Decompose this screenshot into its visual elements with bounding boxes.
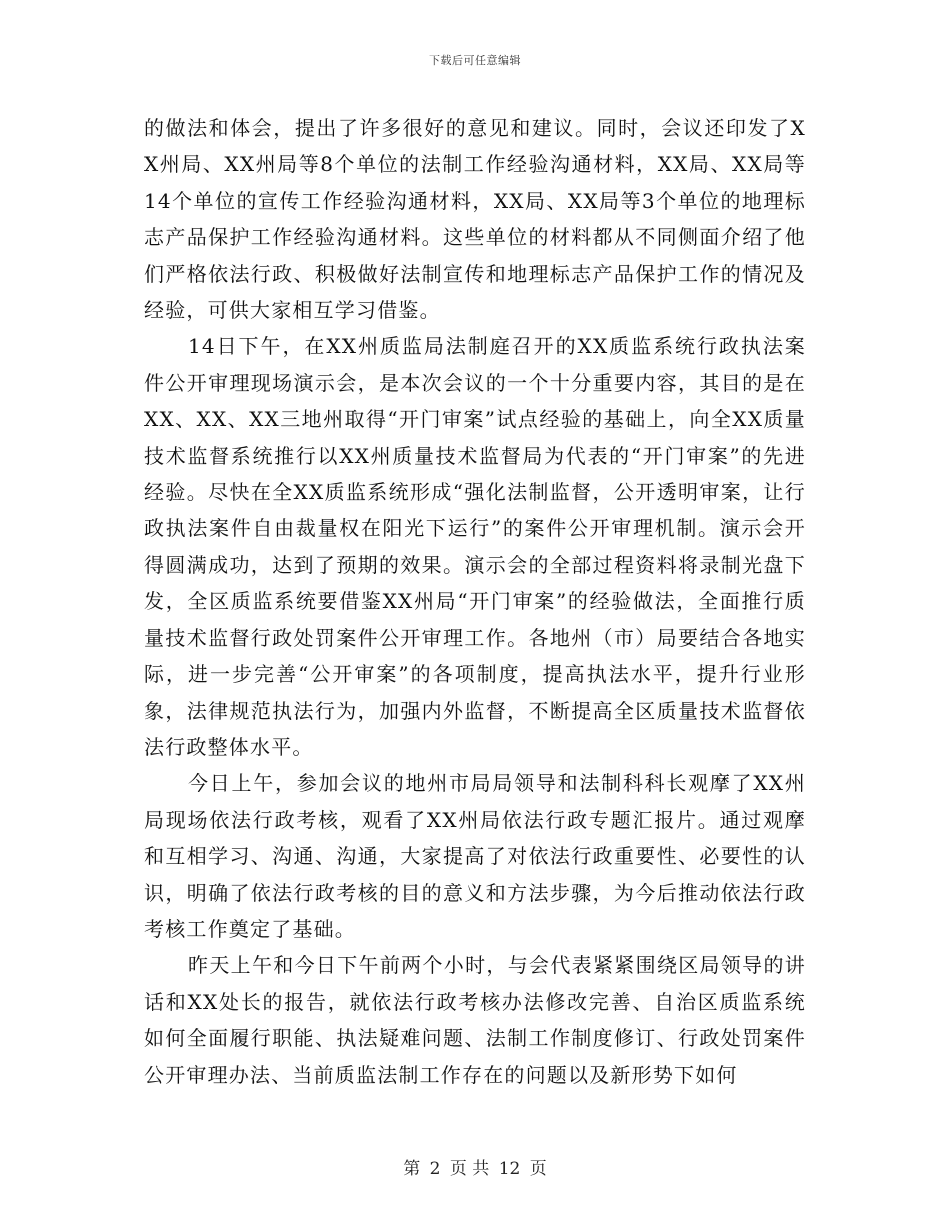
page-footer: [0, 1154, 950, 1179]
page-prefix: 第: [403, 1159, 421, 1179]
paragraph-2: 14日下午，在XX州质监局法制庭召开的XX质监系统行政执法案件公开审理现场演示会，是本次会议的一个十分重要内容，其目的是在XX、XX、XX三地州取得“开门审案”试点经验的基础上，向全XX质量技术监督系统推行以XX州质量技术监督局为代表的“开门审案”的先进经验。尽快在全XX质监系统形成“强化法制监督，公开透明审案，让行政执法案件自由裁量权在阳光下运行”的案件公开审理机制。演示会开得圆满成功，达到了预期的效果。演示会的全部过程资料将录制光盘下发，全区质监系统要借鉴XX州局“开门审案”的经验做法，全面推行质量技术监督行政处罚案件公开审理工作。各地州（市）局要结合各地实际，进一步完善“公开审案”的各项制度，提高执法水平，提升行业形象，法律规范执法行为，加强内外监督，不断提高全区质量技术监督依法行政整体水平。: [144, 334, 806, 759]
paragraph-4: 昨天上午和今日下午前两个小时，与会代表紧紧围绕区局领导的讲话和XX处长的报告，就依法行政考核办法修改完善、自治区质监系统如何全面履行职能、执法疑难问题、法制工作制度修订、行政处罚案件公开审理办法、当前质监法制工作存在的问题以及新形势下如何: [144, 953, 806, 1087]
page-current: 2: [429, 1159, 441, 1179]
paragraph-3: 今日上午，参加会议的地州市局局领导和法制科科长观摩了XX州局现场依法行政考核，观看了XX州局依法行政专题汇报片。通过观摩和互相学习、沟通、沟通，大家提高了对依法行政重要性、必要性的认识，明确了依法行政考核的目的意义和方法步骤，为今后推动依法行政考核工作奠定了基础。: [144, 771, 806, 941]
page-suffix: 页: [529, 1159, 547, 1179]
document-body: [144, 110, 806, 1093]
page-middle: 页 共: [449, 1159, 490, 1179]
paragraph-1: 的做法和体会，提出了许多很好的意见和建议。同时，会议还印发了XX州局、XX州局等8个单位的法制工作经验沟通材料，XX局、XX局等14个单位的宣传工作经验沟通材料，XX局、XX局等3个单位的地理标志产品保护工作经验沟通材料。这些单位的材料都从不同侧面介绍了他们严格依法行政、积极做好法制宣传和地理标志产品保护工作的情况及经验，可供大家相互学习借鉴。: [144, 116, 806, 323]
page-header: 下载后可任意编辑: [429, 54, 521, 67]
page-total: 12: [498, 1159, 521, 1179]
